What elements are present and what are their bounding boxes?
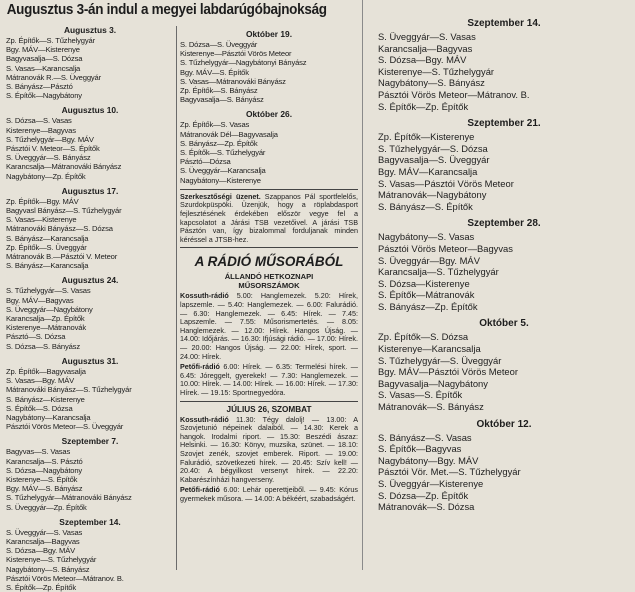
match-line: S. Bányász—Kisterenye (6, 394, 85, 404)
round-block (180, 108, 358, 184)
match-line: Zp. Építők—Bagyvasalja (6, 366, 86, 376)
match-line: Karancsalja—Bagyvas (6, 536, 80, 546)
program-text: 11.30: Tégy dalolj! — 13.00: A Szovjetunió népeinek dalaiból. — 14.30: Kerek a hangok. Irodalmi riport. — 15.30: Beszédi ászaz: Helsinki. — 16.30: Könyv, muzsika, szünet. — 18.10: Szovjet zenék, szovjet emberek. Riport. — 19.00: Falurádió, szövetkezeti hírek. — 20.45: Szív kell! — 20.40: A bégyilkost versenyt hírek. — 22.20: Kabarészínházi hangverseny. (180, 414, 358, 484)
match-line: Nagybátony—Zp. Építők (6, 171, 86, 181)
match-line: Pásztó—S. Dózsa (6, 332, 66, 342)
round-date: Szeptember 14. (467, 18, 541, 29)
match-line: S. Üveggyár—S. Vasas (378, 31, 476, 42)
match-line: Mátranovák—S. Bányász (378, 401, 484, 413)
notice-label: Szerkesztőségi üzenet. (180, 191, 261, 201)
schedule-column-2 (180, 26, 358, 570)
schedule-october (180, 28, 358, 185)
match-line: S. Bányász—S. Vasas (378, 431, 472, 443)
round-block (6, 516, 174, 592)
match-line: Bgy. MÁV—Pásztói Vörös Meteor (378, 366, 518, 378)
match-line: Bgy. MÁV—Karancsalja (378, 165, 478, 177)
divider (180, 401, 358, 402)
match-line: Nagybátony—Bgy. MÁV (378, 454, 479, 466)
round-block (378, 216, 630, 312)
match-line: S. Bányász—Zp. Építők (180, 138, 258, 148)
match-line: S. Dózsa—Kisterenye (378, 277, 470, 289)
round-block (6, 274, 174, 350)
match-line: Nagybátony—S. Bányász (6, 564, 90, 574)
column-rule-1 (176, 26, 177, 570)
match-line: Bagyvasalja—S. Dózsa (6, 54, 83, 64)
match-line: S. Tűzhelygyár—Mátranováki Bányász (6, 493, 132, 503)
match-line: S. Tűzhelygyár—Bgy. MÁV (6, 134, 94, 144)
match-line: Nagybátony—S. Vasas (378, 231, 475, 243)
match-line: S. Üveggyár—S. Vasas (6, 527, 83, 537)
match-line: Karancsalja—Zp. Építők (6, 314, 85, 324)
radio-program-kossuth (180, 292, 358, 361)
match-line: S. Üveggyár—Bgy. MÁV (378, 254, 480, 266)
radio-program-saturday-kossuth (180, 416, 358, 485)
match-line: Karancsalja—Bagyvas (378, 42, 473, 54)
page-headline: Augusztus 3-án indul a megyei labdarúgóbajnokság (6, 2, 327, 18)
match-line: S. Tűzhelygyár—S. Vasas (6, 286, 91, 296)
column-rule-2 (362, 0, 363, 570)
round-date: Augusztus 10. (61, 105, 119, 116)
radio-program-petofi (180, 363, 358, 397)
match-line: Zp. Építők—Bgy. MÁV (6, 196, 79, 206)
match-line: S. Dózsa—Bgy. MÁV (6, 546, 76, 556)
radio-subtitle-1: ÁLLANDÓ HETKOZNAPI (224, 272, 314, 282)
match-line: Pásztói Vörös Meteor—Mátranov. B. (6, 573, 124, 583)
round-date: Augusztus 24. (61, 275, 119, 286)
match-line: S. Tűzhelygyár—S. Üveggyár (378, 354, 502, 366)
match-line: Pásztói Vörös Meteor—Bagyvas (378, 242, 513, 254)
round-block (378, 417, 630, 513)
match-line: S. Üveggyár—Kisterenye (378, 478, 484, 489)
match-line: S. Dózsa—Nagybátony (6, 465, 83, 475)
match-line: Pásztói Vörös Meteor—Mátranov. B. (378, 88, 530, 100)
match-line: S. Bányász—S. Építők (378, 200, 473, 212)
round-block (378, 16, 630, 112)
match-line: S. Vasas—S. Építők (378, 389, 463, 401)
round-date: Szeptember 21. (467, 118, 541, 130)
round-date: Október 19. (245, 29, 293, 39)
notice-text: Szappanos Pál sportfelelős, Szurdokpüspöki. Üzenjük, hogy a röplabdasport fejlesztésének érdekében először vegye fel a kapcsolatot a Járási TSB vezetőivel. A járási TSB Pásztón van, így bizalommal forduljanak minden kéréssel a JTSB-hez. (180, 191, 358, 244)
match-line: Karancsalja—Mátranováki Bányász (6, 162, 122, 172)
round-block (6, 435, 174, 511)
match-line: Bagyvasalja—S. Bányász (180, 95, 264, 105)
round-date: Szeptember 14. (59, 516, 121, 527)
match-line: Mátranovák R.—S. Üveggyár (6, 72, 102, 82)
radio-subtitle-2: MŰSORSZÁMOK (238, 281, 300, 291)
match-line: S. Vasas—Karancsalja (6, 63, 81, 73)
match-line: Kisterenye—Karancsalja (378, 343, 481, 355)
match-line: S. Üveggyár—Karancsalja (180, 166, 266, 176)
match-line: S. Üveggyár—Zp. Építők (6, 502, 87, 512)
match-line: Zp. Építők—S. Dózsa (378, 331, 469, 343)
match-line: Bgy. MÁV—Bagyvas (6, 295, 74, 305)
match-line: Karancsalja—S. Pásztó (6, 456, 83, 466)
match-line: Kisterenye—Mátranovák (6, 323, 86, 333)
match-line: Pásztói Vör. Met.—S. Tűzhelygyár (378, 466, 521, 478)
match-line: Bgy. MÁV—S. Bányász (6, 484, 83, 494)
match-line: Mátranovák Dél—Bagyvasalja (180, 129, 278, 139)
round-date: Szeptember 7. (61, 436, 119, 447)
match-line: S. Bányász—Pásztó (6, 82, 73, 92)
editorial-notice (180, 189, 358, 249)
match-line: Nagybátony—Karancsalja (6, 412, 91, 422)
match-line: Kisterenye—S. Építők (6, 474, 78, 484)
round-date: Szeptember 28. (467, 218, 541, 230)
match-line: S. Vasas—Kisterenye (6, 215, 77, 225)
match-line: Zp. Építők—S. Üveggyár (6, 242, 87, 252)
match-line: S. Dózsa—S. Vasas (6, 116, 72, 126)
match-line: Mátranovák—S. Dózsa (378, 501, 475, 513)
match-line: Pásztói V. Meteor—S. Építők (6, 144, 100, 154)
program-label: Petőfi-rádió (180, 362, 220, 372)
schedule-column-3 (378, 12, 630, 570)
match-line: Bgy. MÁV—Kisterenye (6, 45, 80, 55)
match-line: S. Építők—Mátranovák (378, 289, 475, 301)
match-line: S. Dózsa—S. Üveggyár (180, 40, 258, 49)
match-line: S. Építők—S. Dózsa (6, 403, 73, 413)
match-line: Kisterenye—Bagyvas (6, 125, 76, 135)
match-line: S. Építők—Bagyvas (378, 443, 462, 455)
match-line: S. Dózsa—Bgy. MÁV (378, 54, 467, 66)
match-line: S. Építők—Nagybátony (6, 91, 82, 101)
match-line: Pásztói Vörös Meteor—S. Üveggyár (6, 422, 124, 432)
match-line: Mátranovák B.—Pásztói V. Meteor (6, 252, 118, 262)
round-date: Október 5. (479, 318, 529, 330)
round-block (6, 104, 174, 180)
radio-day-heading: JÚLIUS 26, SZOMBAT (226, 404, 312, 414)
match-line: S. Üveggyár—Nagybátony (6, 304, 93, 314)
match-line: Kisterenye—Pásztói Vörös Meteor (180, 49, 292, 59)
match-line: S. Tűzhelygyár—S. Dózsa (378, 142, 488, 154)
match-line: Mátranováki Bányász—S. Tűzhelygyár (6, 385, 132, 395)
program-label: Kossuth-rádió (180, 414, 229, 424)
round-date: Október 12. (476, 418, 532, 430)
match-line: S. Vasas—Bgy. MÁV (6, 376, 75, 386)
radio-section-title: A RÁDIÓ MŰSORÁBÓL (194, 254, 344, 270)
match-line: S. Bányász—Karancsalja (6, 233, 89, 243)
match-line: Bagyvasalja—Nagybátony (378, 377, 488, 389)
match-line: Mátranovák—Nagybátony (378, 189, 487, 201)
schedule-column-1 (6, 22, 174, 592)
match-line: S. Vasas—Mátranováki Bányász (180, 76, 286, 86)
match-line: Zp. Építők—S. Tűzhelygyár (6, 36, 95, 45)
match-line: Pásztó—Dózsa (180, 157, 231, 167)
match-line: S. Dózsa—S. Bányász (6, 341, 80, 351)
match-line: S. Építők—S. Tűzhelygyár (180, 148, 266, 158)
match-line: Zp. Építők—S. Vasas (180, 120, 250, 130)
match-line: Karancsalja—S. Tűzhelygyár (378, 266, 499, 278)
match-line: Bagyvas—S. Vasas (6, 447, 71, 457)
round-date: Október 26. (245, 109, 293, 120)
match-line: Bgy. MÁV—S. Építők (180, 67, 249, 77)
match-line: S. Vasas—Pásztói Vörös Meteor (378, 177, 514, 189)
round-block (6, 24, 174, 100)
program-text: 6.00: Lehár operettjeiből. — 9.45: Kórus gyermekek műsora. — 14.00: A békéért, szabadságért. (180, 485, 358, 503)
round-block (378, 116, 630, 212)
round-block (6, 355, 174, 431)
match-line: S. Építők—Zp. Építők (6, 582, 77, 592)
match-line: S. Üveggyár—S. Bányász (6, 153, 91, 163)
program-text: 6.00: Hírek. — 6.35: Termelési hírek. — 6.45: Jóreggelt, gyerekek! — 7.30: Hanglemezek. — 10.00: Hírek. — 14.00: Hírek. — 16.00: Hírek. — 17.30: Hírek. — 19.15: Sportnegyedóra. (180, 362, 358, 397)
match-line: Nagybátony—Kisterenye (180, 175, 261, 185)
match-line: S. Dózsa—Zp. Építők (378, 489, 469, 501)
program-label: Petőfi-rádió (180, 485, 220, 495)
match-line: Bagyvasl Bányász—S. Tűzhelygyár (6, 206, 122, 216)
radio-program-saturday-petofi (180, 486, 358, 503)
match-line: Zp. Építők—Kisterenye (378, 131, 475, 143)
match-line: Bagyvasalja—S. Üveggyár (378, 154, 490, 166)
match-line: Kisterenye—S. Tűzhelygyár (378, 65, 495, 77)
match-line: Nagybátony—S. Bányász (378, 77, 485, 89)
match-line: Zp. Építők—S. Bányász (180, 86, 258, 96)
match-line: Mátranováki Bányász—S. Dózsa (6, 224, 113, 234)
match-line: S. Bányász—Karancsalja (6, 261, 89, 271)
match-line: S. Bányász—Zp. Építők (378, 300, 478, 312)
match-line: S. Építők—Zp. Építők (378, 100, 469, 112)
round-date: Augusztus 3. (63, 25, 117, 35)
round-date: Augusztus 31. (61, 355, 119, 366)
round-block (6, 185, 174, 271)
round-date: Augusztus 17. (61, 185, 119, 196)
program-text: 5.00: Hanglemezek. 5.20: Hírek, lapszemle. — 5.40: Hanglemezek. — 6.00: Falurádió. — 6.30: Hanglemezek. — 6.45: Hírek. — 7.45: Lapszemle. — 7.55: Műsorismertetés. — 8.05: Hanglemezek. — 12.00: Hírek. Hangos Újság. — 14.00: Időjárás. — 16.30: Ifjúsági rádió. — 17.00: Hírek. — 20.00: Hangos Újság. — 22.00: Hírek, sport. — 24.00: Hírek. (180, 291, 359, 361)
program-label: Kossuth-rádió (180, 291, 229, 301)
round-block (378, 316, 630, 412)
match-line: S. Tűzhelygyár—Nagybátonyi Bányász (180, 58, 307, 68)
match-line: Kisterenye—S. Tűzhelygyár (6, 555, 97, 565)
round-block (180, 28, 358, 104)
